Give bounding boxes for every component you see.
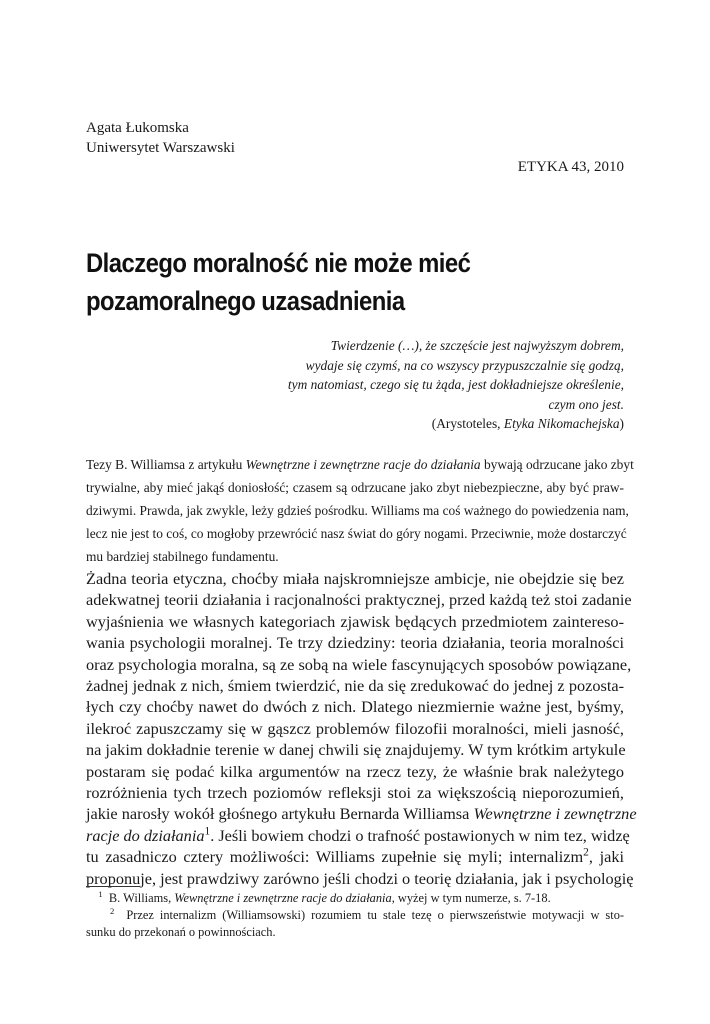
body-text-run: . Jeśli bowiem chodzi o trafność postawionych w nim tez, widzę: [210, 825, 630, 845]
abstract-line: dziwymi. Prawda, jak zwykle, leży gdzieś pośrodku. Williams ma coś ważnego do powiedzenia nam,: [86, 503, 629, 518]
footnotes: [86, 890, 624, 941]
body-line: na jakim dokładnie terenie w danej chwili się znajdujemy. W tym krótkim artykule: [86, 740, 626, 760]
body-cited-title: racje do działania: [86, 825, 205, 845]
article-title: [86, 244, 572, 320]
epigraph-line: tym natomiast, czego się tu żąda, jest dokładniejsze określenie,: [287, 377, 624, 393]
author-block: [86, 118, 235, 158]
body-line: proponuje, jest prawdziwy zarówno jeśli chodzi o teorię działania, jak i psychologię: [86, 868, 634, 888]
abstract-cited-title: Wewnętrzne i zewnętrzne racje do działania: [245, 457, 481, 472]
body-line: łych czy choćby nawet do dwóch z nich. Dlatego niezmiernie ważne jest, byśmy,: [86, 697, 624, 717]
footnote-text: , wyżej w tym numerze, s. 7-18.: [391, 891, 551, 905]
epigraph-source-author: (Arystoteles,: [431, 416, 504, 432]
epigraph-line: wydaje się czymś, na co wszyscy przypuszczalnie się godzą,: [305, 357, 624, 373]
body-line: wania psychologii moralnej. Te trzy dziedziny: teoria działania, teoria moralności: [86, 633, 624, 653]
body-line: oraz psychologia moralna, są ze sobą na wiele fascynujących sposobów powiązane,: [86, 654, 632, 674]
article-title-line-1: Dlaczego moralność nie może mieć: [86, 248, 471, 278]
epigraph-line: czym ono jest.: [548, 396, 624, 412]
body-line: rozróżnienia tych trzech poziomów refleksji stoi za większością nieporozumień,: [86, 783, 624, 803]
abstract-line: mu bardziej stabilnego fundamentu.: [86, 549, 279, 564]
epigraph-line: Twierdzenie (…), że szczęście jest najwyższym dobrem,: [330, 338, 624, 353]
footnote-mark: 2: [110, 905, 115, 916]
body-line: [86, 825, 630, 846]
epigraph-source: [204, 414, 624, 434]
footnote-ref-1[interactable]: 1: [204, 825, 211, 838]
abstract-text: Tezy B. Williamsa z artykułu: [86, 457, 246, 472]
epigraph: [204, 336, 624, 434]
author-affiliation: Uniwersytet Warszawski: [86, 140, 235, 156]
footnote-1: [86, 890, 624, 907]
footnote-text: Przez internalizm (Williamsowski) rozumiem tu stale tezę o pierwszeństwie motywacji w sto-: [126, 908, 625, 922]
abstract-line: trywialne, aby mieć jakąś doniosłość; czasem są odrzucane jako zbyt niebezpieczne, aby być praw-: [86, 480, 624, 495]
body-line: [86, 803, 637, 824]
body-text-run: tu zasadniczo cztery możliwości: Williams zupełnie się myli; internalizm: [86, 847, 584, 867]
body-line: [86, 846, 624, 867]
abstract-text: bywają odrzucane jako zbyt: [480, 457, 634, 472]
body-line: wyjaśnienia we własnych kategoriach zjawisk będących przedmiotem zaintereso-: [86, 611, 624, 631]
epigraph-source-work: Etyka Nikomachejska: [503, 416, 620, 432]
body-text-run: jakie narosły wokół głośnego artykułu Bernarda Williamsa: [86, 804, 474, 824]
journal-reference: ETYKA 43, 2010: [517, 159, 624, 175]
body-cited-title: Wewnętrzne i zewnętrzne: [473, 804, 637, 824]
footnote-2: [86, 907, 624, 924]
body-text: [86, 568, 637, 889]
epigraph-source-close: ): [619, 416, 624, 432]
author-name: Agata Łukomska: [86, 120, 189, 136]
body-text-run: , jaki: [588, 847, 624, 867]
abstract-line: [86, 453, 634, 476]
footnote-mark: 1: [98, 888, 103, 899]
body-line: Żadna teoria etyczna, choćby miała najskromniejsze ambicje, nie obejdzie się bez: [86, 569, 624, 588]
abstract: [86, 453, 634, 568]
footnote-cited-title: Wewnętrzne i zewnętrzne racje do działania: [174, 891, 392, 905]
article-title-line-2: pozamoralnego uzasadnienia: [86, 286, 405, 316]
abstract-line: lecz nie jest to coś, co mogłoby przewrócić nasz świat do góry nogami. Przeciwnie, może dostarczyć: [86, 526, 627, 541]
body-line: postaram się podać kilka argumentów na rzecz tezy, że właśnie brak należytego: [86, 761, 624, 781]
body-line: ilekroć zapuszczamy się w gąszcz problemów filozofii moralności, mieli jasność,: [86, 718, 624, 738]
footnote-separator: [86, 886, 140, 887]
footnote-text: B. Williams,: [108, 891, 175, 905]
footnote-2-continued: sunku do przekonań o powinnościach.: [86, 925, 276, 939]
body-line: żadnej jednak z nich, śmiem twierdzić, nie da się zredukować do jednej z pozosta-: [86, 676, 624, 696]
body-line: adekwatnej teorii działania i racjonalności praktycznej, przed każdą też stoi zadanie: [86, 590, 632, 610]
footnote-ref-2[interactable]: 2: [583, 846, 589, 859]
